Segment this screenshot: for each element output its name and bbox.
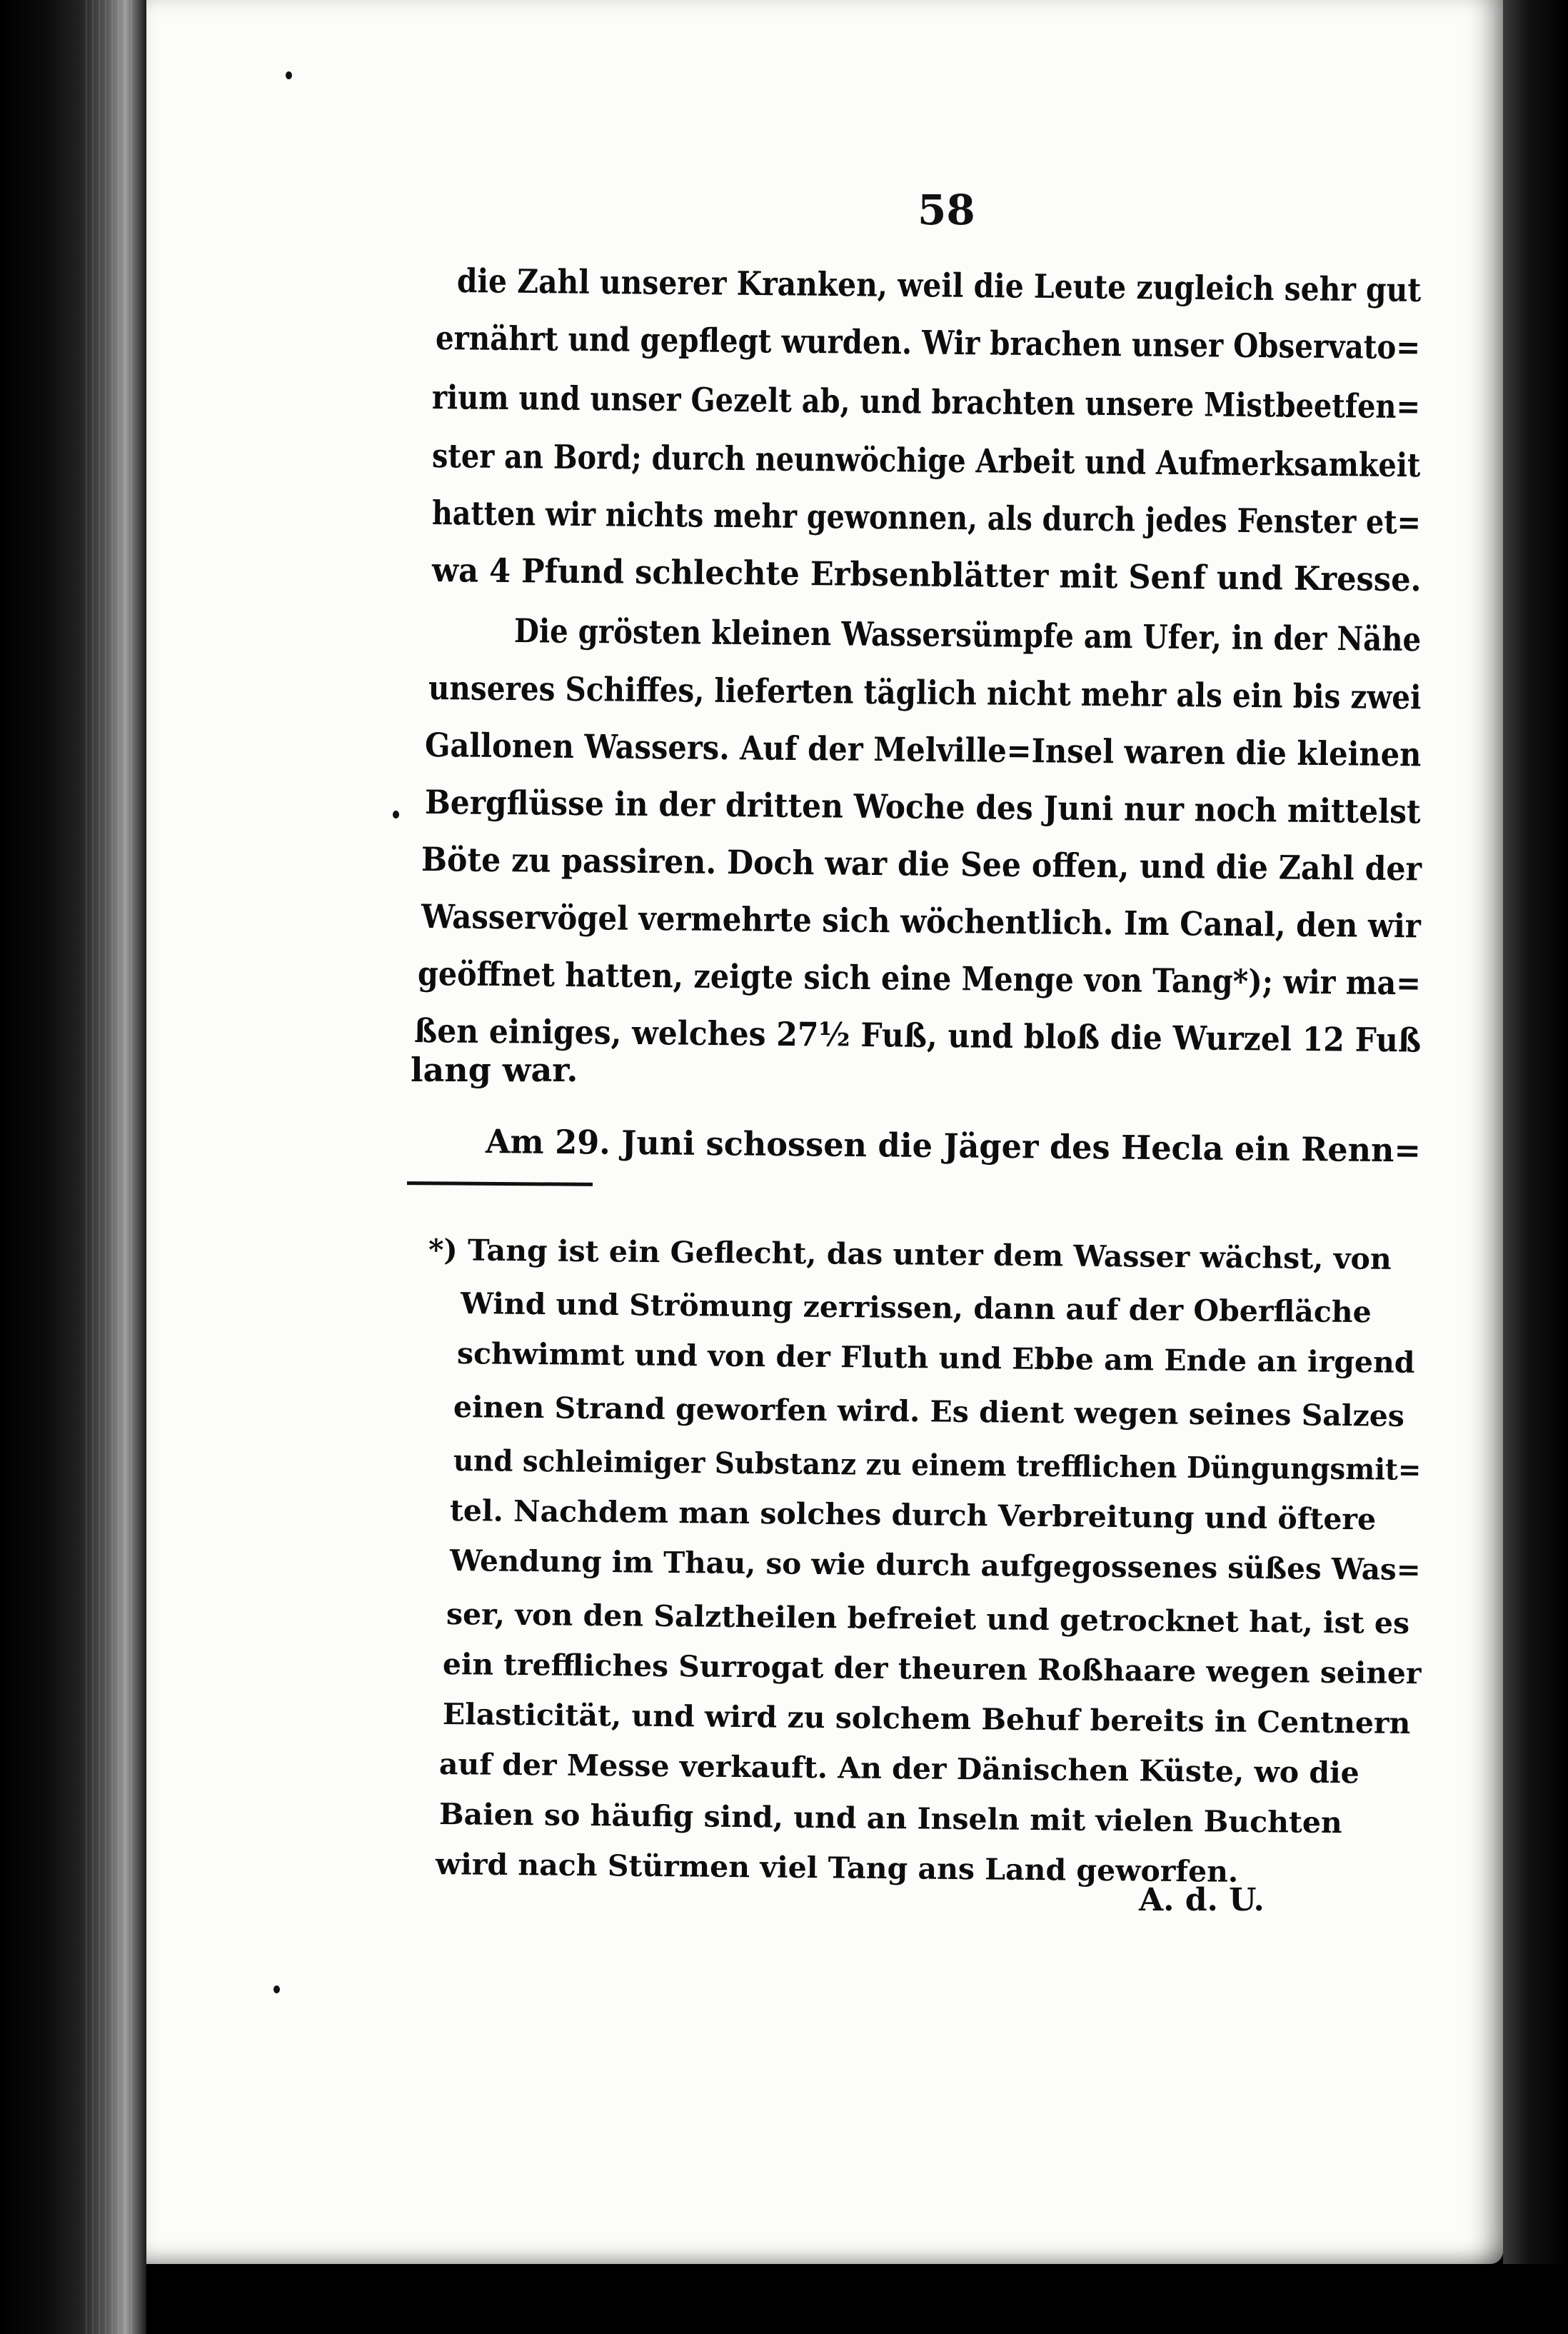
page-edges-texture <box>86 0 136 2334</box>
paper-speck <box>393 811 399 818</box>
footnote-line: ein treffliches Surrogat der theuren Roßhaare wegen seiner <box>442 1647 1422 1691</box>
footnote-line: *) Tang ist ein Geflecht, das unter dem Wasser wächst, von <box>428 1233 1392 1276</box>
body-line: wa 4 Pfund schlechte Erbsenblätter mit Senf und Kresse. <box>431 551 1422 599</box>
footnote-line: tel. Nachdem man solches durch Verbreitung und öftere <box>449 1493 1377 1537</box>
body-line: Gallonen Wassers. Auf der Melville=Insel waren die kleinen <box>424 726 1422 774</box>
footnote-line: Wendung im Thau, so wie durch aufgegossenes süßes Was= <box>449 1543 1421 1588</box>
body-line: lang war. <box>411 1051 578 1089</box>
page-number: 58 <box>918 186 975 234</box>
footnote-signature: A. d. U. <box>1139 1882 1265 1918</box>
body-line: hatten wir nichts mehr gewonnen, als durch jedes Fenster et= <box>431 494 1422 542</box>
footnote-line: wird nach Stürmen viel Tang ans Land geworfen. <box>435 1847 1239 1889</box>
body-line: die Zahl unserer Kranken, weil die Leute zugleich sehr gut <box>456 261 1422 309</box>
paper-speck <box>286 71 292 79</box>
body-line: unseres Schiffes, lieferten täglich nicht mehr als ein bis zwei <box>428 668 1422 717</box>
footnote-line: Baien so häufig sind, und an Inseln mit vielen Buchten <box>438 1797 1342 1840</box>
paper-speck <box>273 1985 280 1993</box>
body-line: ster an Bord; durch neunwöchige Arbeit und Aufmerksamkeit <box>431 436 1421 485</box>
body-line: ßen einiges, welches 27½ Fuß, und bloß die Wurzel 12 Fuß <box>413 1011 1422 1060</box>
body-line: rium und unser Gezelt ab, und brachten unsere Mistbeetfen= <box>431 378 1421 426</box>
footnote-line: schwimmt und von der Fluth und Ebbe am Ende an irgend <box>456 1336 1415 1380</box>
body-line: Böte zu passiren. Doch war die See offen, und die Zahl der <box>421 840 1422 888</box>
footnote-line: und schleimiger Substanz zu einem trefflichen Düngungsmit= <box>453 1443 1422 1488</box>
footnote-line: ser, von den Salztheilen befreiet und getrocknet hat, ist es <box>446 1597 1410 1641</box>
body-line: geöffnet hatten, zeigte sich eine Menge von Tang*); wir ma= <box>417 954 1422 1003</box>
body-line: Wasservögel vermehrte sich wöchentlich. Im Canal, den wir <box>421 897 1422 946</box>
body-line: Bergflüsse in der dritten Woche des Juni nur noch mittelst <box>424 783 1421 831</box>
body-line: ernährt und gepflegt wurden. Wir brachen unser Observato= <box>435 319 1421 367</box>
footnote-line: Elasticität, und wird zu solchem Behuf bereits in Centnern <box>442 1697 1411 1741</box>
body-line: Die grösten kleinen Wassersümpfe am Ufer, in der Nähe <box>513 611 1422 659</box>
body-line: Am 29. Juni schossen die Jäger des Hecla ein Renn= <box>485 1122 1422 1170</box>
bottom-page-edge <box>146 2264 1568 2334</box>
right-page-edge <box>1503 0 1568 2334</box>
footnote-line: Wind und Strömung zerrissen, dann auf der Oberfläche <box>460 1286 1372 1330</box>
footnote-line: einen Strand geworfen wird. Es dient wegen seines Salzes <box>453 1390 1405 1433</box>
footnote-line: auf der Messe verkauft. An der Dänischen Küste, wo die <box>438 1747 1360 1790</box>
